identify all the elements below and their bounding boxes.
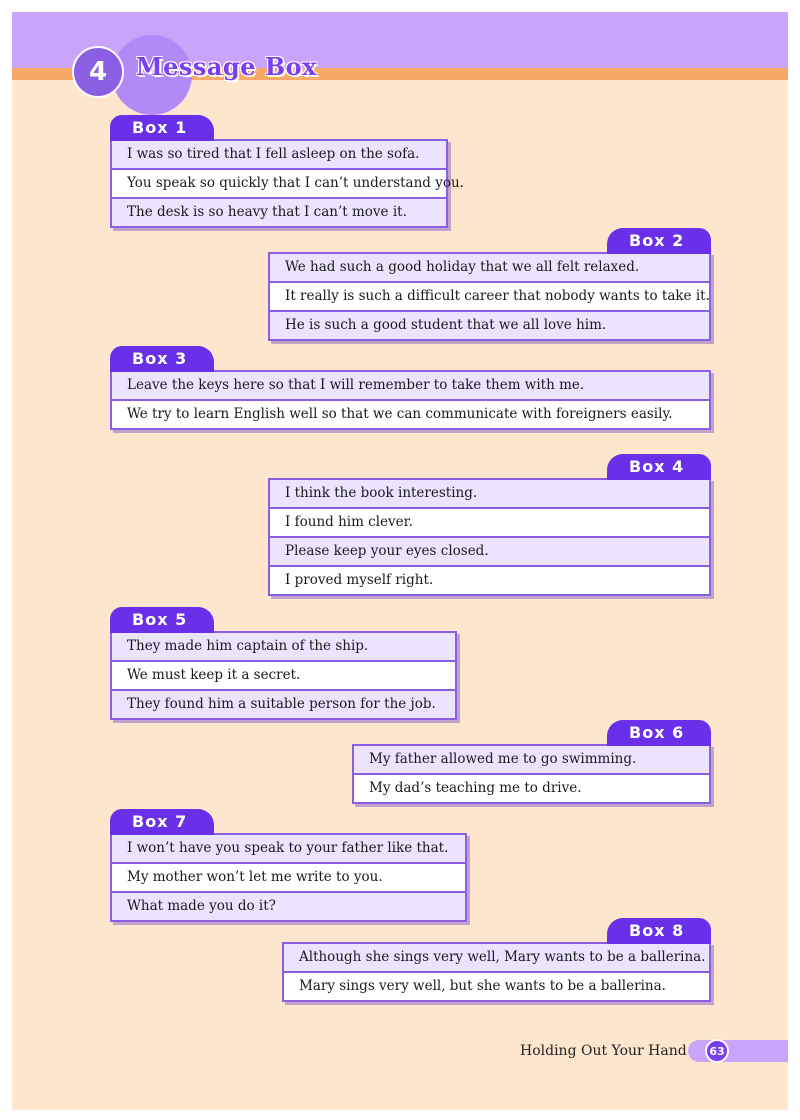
sentence-row: I won’t have you speak to your father like that. [112,835,465,864]
sentence-row: They made him captain of the ship. [112,633,455,662]
sentence-row: I found him clever. [270,509,709,538]
sentence-row: Leave the keys here so that I will remember to take them with me. [112,372,709,401]
sentence-row: Please keep your eyes closed. [270,538,709,567]
box-label: Box 3 [110,346,214,372]
sentence-list [110,833,467,922]
sentence-list [268,478,711,596]
sentence-row: The desk is so heavy that I can’t move it. [112,199,446,226]
box-label: Box 6 [607,720,711,746]
page-title: Message Box [136,52,317,81]
sentence-row: It really is such a difficult career that nobody wants to take it. [270,283,709,312]
box-label: Box 4 [607,454,711,480]
message-box-2 [268,231,711,341]
message-box-6 [352,723,711,804]
sentence-row: What made you do it? [112,893,465,920]
page-number: 63 [705,1039,729,1063]
sentence-row: I proved myself right. [270,567,709,594]
sentence-row: We try to learn English well so that we can communicate with foreigners easily. [112,401,709,428]
page-number-tab [688,1040,788,1062]
unit-title: Holding Out Your Hand [520,1043,687,1059]
message-box-3 [110,349,711,430]
sentence-row: Mary sings very well, but she wants to be a ballerina. [284,973,709,1000]
sentence-list [268,252,711,341]
sentence-row: Although she sings very well, Mary wants to be a ballerina. [284,944,709,973]
box-label: Box 8 [607,918,711,944]
sentence-row: We had such a good holiday that we all felt relaxed. [270,254,709,283]
box-label: Box 1 [110,115,214,141]
sentence-row: He is such a good student that we all love him. [270,312,709,339]
message-box-5 [110,610,457,720]
sentence-row: You speak so quickly that I can’t understand you. [112,170,446,199]
message-box-4 [268,457,711,596]
message-box-8 [282,921,711,1002]
message-box-1 [110,118,464,228]
sentence-list [282,942,711,1002]
sentence-list [110,139,464,228]
sentence-row: My father allowed me to go swimming. [354,746,709,775]
message-box-7 [110,812,467,922]
sentence-row: They found him a suitable person for the job. [112,691,455,718]
box-label: Box 2 [607,228,711,254]
sentence-row: I was so tired that I fell asleep on the sofa. [112,141,446,170]
box-label: Box 5 [110,607,214,633]
box-label: Box 7 [110,809,214,835]
sentence-list [110,370,711,430]
sentence-row: My dad’s teaching me to drive. [354,775,709,802]
sentence-row: My mother won’t let me write to you. [112,864,465,893]
sentence-row: We must keep it a secret. [112,662,455,691]
sentence-list [352,744,711,804]
sentence-row: I think the book interesting. [270,480,709,509]
section-number-badge: 4 [72,46,124,98]
sentence-list [110,631,457,720]
